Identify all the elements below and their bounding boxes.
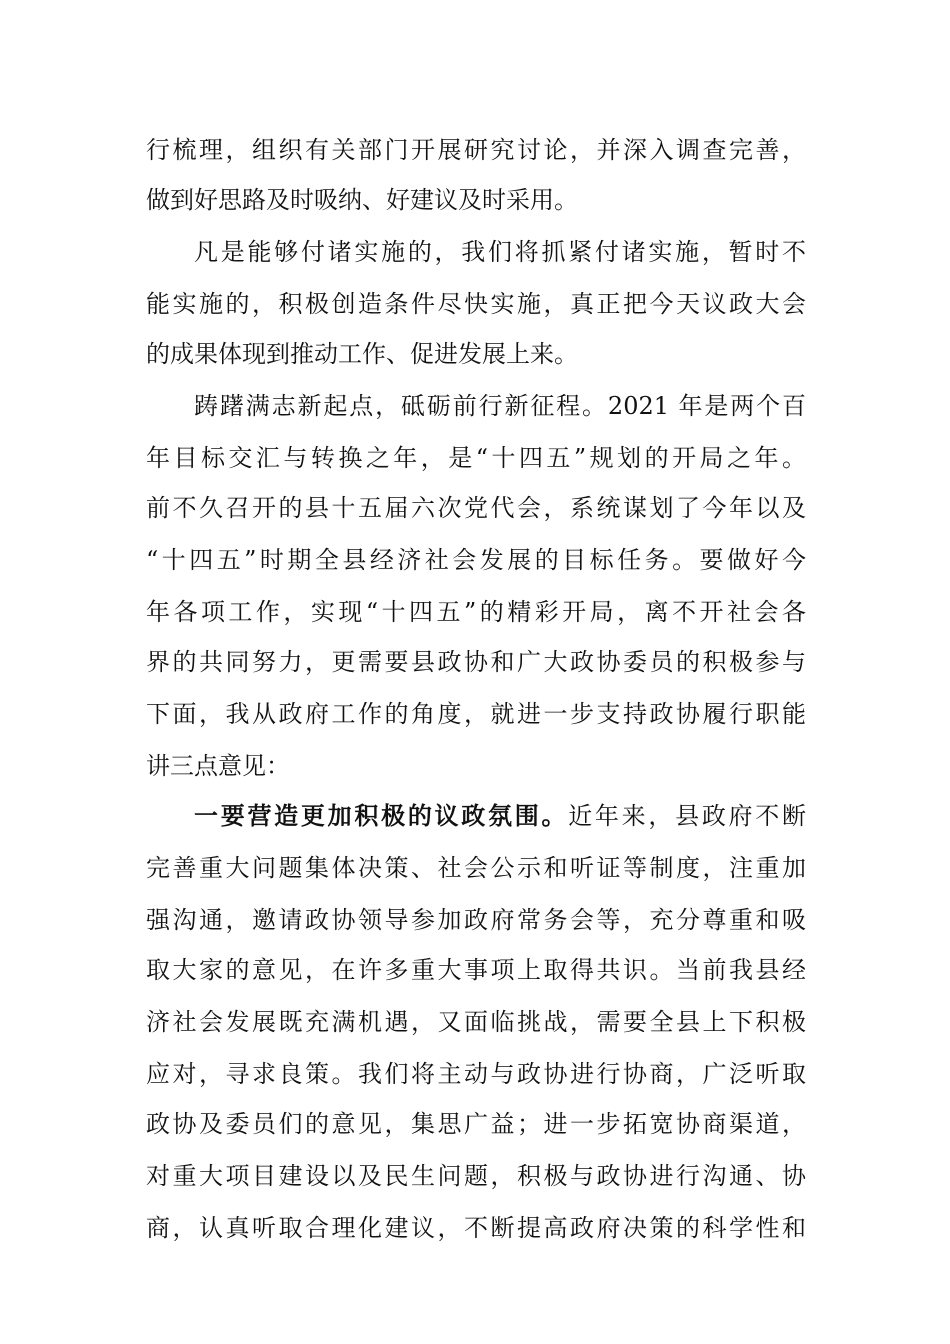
text-line: 讲三点意见： — [146, 752, 290, 780]
text-line: 做到好思路及时吸纳、好建议及时采用。 — [146, 186, 578, 214]
text-line: 完善重大问题集体决策、社会公示和听证等制度，注重加 — [146, 854, 806, 882]
text-line: 年目标交汇与转换之年，是“十四五”规划的开局之年。 — [146, 444, 806, 472]
text-line: 对重大项目建设以及民生问题，积极与政协进行沟通、协 — [146, 1162, 806, 1190]
section-heading: 一要营造更加积极的议政氛围。 — [194, 802, 569, 830]
text-line: “十四五”时期全县经济社会发展的目标任务。要做好今 — [146, 546, 806, 574]
text-line: 年各项工作，实现“十四五”的精彩开局，离不开社会各 — [146, 598, 806, 626]
text-line: 前不久召开的县十五届六次党代会，系统谋划了今年以及 — [146, 494, 806, 522]
text-line: 济社会发展既充满机遇，又面临挑战，需要全县上下积极 — [146, 1008, 806, 1036]
text-line: 取大家的意见，在许多重大事项上取得共识。当前我县经 — [146, 956, 806, 984]
text-line: 强沟通，邀请政协领导参加政府常务会等，充分尊重和吸 — [146, 906, 806, 934]
text-run: 近年来，县政府不断 — [568, 802, 807, 830]
text-line: 踌躇满志新起点，砥砺前行新征程。2021 年是两个百 — [194, 392, 806, 420]
section-paragraph-first-line — [194, 796, 806, 836]
text-line: 商，认真听取合理化建议，不断提高政府决策的科学性和 — [146, 1214, 806, 1242]
text-line: 的成果体现到推动工作、促进发展上来。 — [146, 340, 578, 368]
text-line: 应对，寻求良策。我们将主动与政协进行协商，广泛听取 — [146, 1060, 806, 1088]
text-line: 下面，我从政府工作的角度，就进一步支持政协履行职能 — [146, 700, 806, 728]
text-line: 政协及委员们的意见，集思广益；进一步拓宽协商渠道， — [146, 1110, 806, 1138]
text-line: 能实施的，积极创造条件尽快实施，真正把今天议政大会 — [146, 290, 806, 318]
text-line: 界的共同努力，更需要县政协和广大政协委员的积极参与 — [146, 648, 806, 676]
text-line: 行梳理，组织有关部门开展研究讨论，并深入调查完善， — [146, 136, 806, 164]
text-line: 凡是能够付诸实施的，我们将抓紧付诸实施，暂时不 — [194, 238, 806, 266]
